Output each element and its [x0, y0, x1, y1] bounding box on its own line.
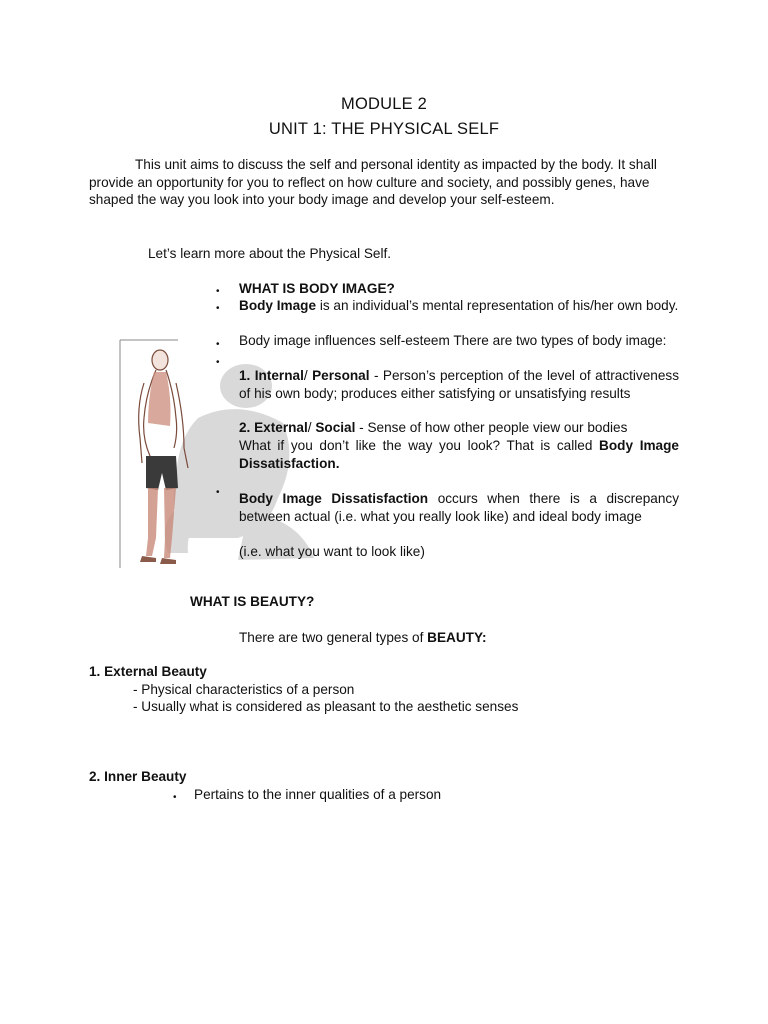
unit-title: UNIT 1: THE PHYSICAL SELF	[268, 120, 500, 138]
type-external-text: - Sense of how other people view our bodies	[355, 420, 628, 435]
type-external-label: 2. External	[239, 420, 308, 435]
body-image-def-text: is an individual’s mental representation of his/her own body.	[316, 298, 679, 313]
question-text: What if you don’t like the way you look? That is called	[239, 438, 600, 453]
type-external-word: Social	[315, 420, 356, 435]
external-beauty-heading: 1. External Beauty	[89, 664, 207, 679]
dissatisfaction-note: (i.e. what you want to look like)	[239, 544, 425, 559]
beauty-types-intro	[239, 629, 487, 647]
type-internal-word: Personal	[312, 368, 370, 383]
inner-beauty-heading: 2. Inner Beauty	[89, 769, 187, 784]
type-slash: /	[307, 420, 316, 435]
dissatisfaction-definition	[239, 490, 679, 525]
bullet-marker: •	[216, 303, 220, 314]
dissatisfaction-text: occurs when there is a discrepancy between actual (i.e. what you really look like) and ideal body image	[239, 491, 679, 524]
intro-lead: Let’s learn more about the Physical Self.	[148, 246, 392, 261]
type-internal-label: 1. Internal	[239, 368, 304, 383]
module-title: MODULE 2	[341, 95, 427, 113]
beauty-title: WHAT IS BEAUTY?	[190, 594, 315, 609]
bullet-marker: •	[216, 357, 220, 368]
type-slash: /	[303, 368, 313, 383]
bullet-marker: •	[173, 792, 177, 803]
body-image-definition	[239, 297, 679, 315]
type-external	[239, 419, 679, 437]
body-image-influence: Body image influences self-esteem There are two types of body image:	[239, 333, 667, 348]
external-beauty-point: - Physical characteristics of a person	[133, 682, 355, 697]
type-internal-text: - Person’s perception of the level of attractiveness of his own body; produces either satisfying or unsatisfying results	[239, 368, 680, 401]
external-beauty-point: - Usually what is considered as pleasant to the aesthetic senses	[133, 699, 519, 714]
bullet-marker: •	[216, 286, 220, 297]
beauty-types-word: BEAUTY:	[427, 630, 487, 645]
dissatisfaction-term: Body Image Dissatisfaction	[239, 491, 429, 506]
beauty-types-text: There are two general types of	[239, 630, 428, 645]
type-internal	[239, 367, 679, 402]
body-image-term: Body Image	[239, 298, 317, 313]
question-term-suffix: Dissatisfaction.	[239, 455, 340, 471]
inner-beauty-point: Pertains to the inner qualities of a person	[194, 787, 442, 802]
question-term: Body Image	[599, 438, 679, 453]
bullet-marker: •	[216, 339, 220, 350]
bullet-marker: •	[216, 487, 220, 498]
intro-paragraph: This unit aims to discuss the self and personal identity as impacted by the body. It shall provide an opportunity for you to reflect on how culture and society, and possibly genes, have shaped the way you look into your body image and develop your self-esteem.	[89, 157, 657, 207]
body-image-question: WHAT IS BODY IMAGE?	[239, 281, 395, 296]
dissatisfaction-question	[239, 437, 679, 472]
